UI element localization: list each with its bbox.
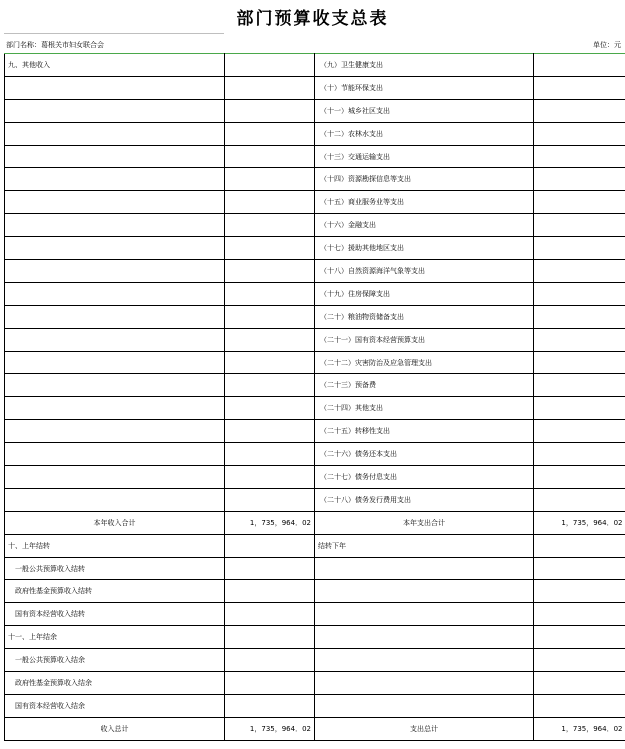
blank-cell xyxy=(534,603,625,626)
income-item-cell xyxy=(5,351,225,374)
expense-item-cell: （二十三）预备费 xyxy=(315,374,534,397)
income-item-cell xyxy=(5,466,225,489)
income-item-cell xyxy=(5,488,225,511)
blank-cell xyxy=(534,672,625,695)
surplus-amount xyxy=(225,626,315,649)
income-item-cell xyxy=(5,237,225,260)
table-row xyxy=(5,214,625,237)
year-total-row xyxy=(5,511,625,534)
blank-cell xyxy=(315,672,534,695)
expense-sum-label: 支出总计 xyxy=(315,717,534,740)
income-item-cell xyxy=(5,122,225,145)
income-amount-cell xyxy=(225,488,315,511)
table-row xyxy=(5,420,625,443)
income-item-cell xyxy=(5,282,225,305)
income-amount-cell xyxy=(225,76,315,99)
income-amount-cell xyxy=(225,99,315,122)
income-item-cell xyxy=(5,76,225,99)
budget-summary-table xyxy=(4,53,625,741)
table-row xyxy=(5,282,625,305)
blank-cell xyxy=(315,626,534,649)
budget-table-container xyxy=(4,53,625,741)
table-row xyxy=(5,260,625,283)
blank-cell xyxy=(315,557,534,580)
blank-cell xyxy=(534,626,625,649)
table-row xyxy=(5,54,625,77)
table-row xyxy=(5,145,625,168)
page-title: 部门预算收支总表 xyxy=(236,9,389,29)
table-row xyxy=(5,397,625,420)
surplus-item-label: 政府性基金预算收入结余 xyxy=(5,672,225,695)
expense-amount-cell xyxy=(534,328,625,351)
unit-label: 单位：元 xyxy=(593,41,621,49)
expense-amount-cell xyxy=(534,374,625,397)
expense-item-cell: （十九）住房保障支出 xyxy=(315,282,534,305)
expense-item-cell: （十六）金融支出 xyxy=(315,214,534,237)
expense-item-cell: （十七）援助其他地区支出 xyxy=(315,237,534,260)
expense-item-cell: （十）节能环保支出 xyxy=(315,76,534,99)
income-item-cell: 九、其他收入 xyxy=(5,54,225,77)
income-amount-cell xyxy=(225,168,315,191)
blank-cell xyxy=(534,694,625,717)
expense-amount-cell xyxy=(534,145,625,168)
carryover-item-amount xyxy=(225,557,315,580)
income-item-cell xyxy=(5,397,225,420)
table-row xyxy=(5,76,625,99)
expense-item-cell: （二十五）转移性支出 xyxy=(315,420,534,443)
carryover-in-label: 十、上年结转 xyxy=(5,534,225,557)
blank-cell xyxy=(315,694,534,717)
table-row xyxy=(5,351,625,374)
income-amount-cell xyxy=(225,145,315,168)
expense-item-cell: （二十一）国有资本经营预算支出 xyxy=(315,328,534,351)
table-row xyxy=(5,99,625,122)
income-amount-cell xyxy=(225,214,315,237)
income-item-cell xyxy=(5,145,225,168)
surplus-item-label: 国有资本经营收入结余 xyxy=(5,694,225,717)
income-amount-cell xyxy=(225,122,315,145)
surplus-item-amount xyxy=(225,694,315,717)
expense-item-cell: （二十四）其他支出 xyxy=(315,397,534,420)
table-row xyxy=(5,374,625,397)
blank-cell xyxy=(315,649,534,672)
expense-item-cell: （二十六）债务还本支出 xyxy=(315,443,534,466)
income-amount-cell xyxy=(225,374,315,397)
expense-amount-cell xyxy=(534,99,625,122)
expense-amount-cell xyxy=(534,214,625,237)
department-line xyxy=(6,40,104,50)
expense-amount-cell xyxy=(534,122,625,145)
carryover-item-label: 政府性基金预算收入结转 xyxy=(5,580,225,603)
expense-amount-cell xyxy=(534,168,625,191)
expense-amount-cell xyxy=(534,420,625,443)
expense-amount-cell xyxy=(534,282,625,305)
expense-amount-cell xyxy=(534,305,625,328)
expense-amount-cell xyxy=(534,466,625,489)
table-row xyxy=(5,237,625,260)
income-item-cell xyxy=(5,374,225,397)
income-item-cell xyxy=(5,260,225,283)
income-amount-cell xyxy=(225,328,315,351)
income-item-cell xyxy=(5,305,225,328)
surplus-item-row xyxy=(5,672,625,695)
surplus-item-amount xyxy=(225,649,315,672)
blank-cell xyxy=(534,557,625,580)
expense-amount-cell xyxy=(534,54,625,77)
carryover-item-row xyxy=(5,580,625,603)
expense-amount-cell xyxy=(534,443,625,466)
expense-item-cell: （二十七）债务付息支出 xyxy=(315,466,534,489)
surplus-item-row xyxy=(5,694,625,717)
expense-amount-cell xyxy=(534,488,625,511)
carryover-header-row xyxy=(5,534,625,557)
table-row xyxy=(5,443,625,466)
table-row xyxy=(5,466,625,489)
table-row xyxy=(5,168,625,191)
year-expense-total-label: 本年支出合计 xyxy=(315,511,534,534)
table-row xyxy=(5,305,625,328)
income-sum-value: 1，735，964．02 xyxy=(225,717,315,740)
department-name: 葛根关市妇女联合会 xyxy=(41,41,104,49)
income-item-cell xyxy=(5,328,225,351)
income-amount-cell xyxy=(225,260,315,283)
expense-amount-cell xyxy=(534,191,625,214)
title-divider xyxy=(4,33,224,34)
year-income-total-value: 1，735，964．02 xyxy=(225,511,315,534)
income-amount-cell xyxy=(225,54,315,77)
carryover-item-amount xyxy=(225,603,315,626)
carryover-item-label: 国有资本经营收入结转 xyxy=(5,603,225,626)
income-amount-cell xyxy=(225,466,315,489)
income-amount-cell xyxy=(225,397,315,420)
expense-item-cell: （二十）粮油物资储备支出 xyxy=(315,305,534,328)
expense-item-cell: （十四）资源勘探信息等支出 xyxy=(315,168,534,191)
carryover-item-label: 一般公共预算收入结转 xyxy=(5,557,225,580)
year-expense-total-value: 1，735，964．02 xyxy=(534,511,625,534)
carryover-in-amount xyxy=(225,534,315,557)
expense-item-cell: （十二）农林水支出 xyxy=(315,122,534,145)
income-item-cell xyxy=(5,99,225,122)
income-amount-cell xyxy=(225,305,315,328)
carryover-out-label: 结转下年 xyxy=(315,534,534,557)
surplus-item-label: 一般公共预算收入结余 xyxy=(5,649,225,672)
expense-amount-cell xyxy=(534,397,625,420)
expense-amount-cell xyxy=(534,237,625,260)
income-item-cell xyxy=(5,191,225,214)
surplus-header-row xyxy=(5,626,625,649)
expense-item-cell: （二十八）债务发行费用支出 xyxy=(315,488,534,511)
expense-amount-cell xyxy=(534,260,625,283)
surplus-item-row xyxy=(5,649,625,672)
income-amount-cell xyxy=(225,351,315,374)
expense-amount-cell xyxy=(534,76,625,99)
income-item-cell xyxy=(5,443,225,466)
blank-cell xyxy=(534,649,625,672)
table-row xyxy=(5,122,625,145)
income-item-cell xyxy=(5,420,225,443)
blank-cell xyxy=(315,603,534,626)
budget-table-body xyxy=(5,54,625,741)
income-amount-cell xyxy=(225,237,315,260)
expense-sum-value: 1，735，964．02 xyxy=(534,717,625,740)
surplus-item-amount xyxy=(225,672,315,695)
grand-total-row xyxy=(5,717,625,740)
expense-item-cell: （二十二）灾害防治及应急管理支出 xyxy=(315,351,534,374)
income-amount-cell xyxy=(225,191,315,214)
table-row xyxy=(5,328,625,351)
expense-item-cell: （十五）商业服务业等支出 xyxy=(315,191,534,214)
income-item-cell xyxy=(5,214,225,237)
expense-item-cell: （十三）交通运输支出 xyxy=(315,145,534,168)
year-income-total-label: 本年收入合计 xyxy=(5,511,225,534)
department-label: 部门名称： xyxy=(6,41,41,49)
blank-cell xyxy=(315,580,534,603)
expense-item-cell: （十一）城乡社区支出 xyxy=(315,99,534,122)
expense-item-cell: （十八）自然资源海洋气象等支出 xyxy=(315,260,534,283)
income-sum-label: 收入总计 xyxy=(5,717,225,740)
income-item-cell xyxy=(5,168,225,191)
income-amount-cell xyxy=(225,443,315,466)
blank-cell xyxy=(534,580,625,603)
carryover-out-amount xyxy=(534,534,625,557)
carryover-item-amount xyxy=(225,580,315,603)
surplus-label: 十一、上年结余 xyxy=(5,626,225,649)
table-row xyxy=(5,191,625,214)
table-row xyxy=(5,488,625,511)
expense-amount-cell xyxy=(534,351,625,374)
carryover-item-row xyxy=(5,557,625,580)
income-amount-cell xyxy=(225,420,315,443)
expense-item-cell: （九）卫生健康支出 xyxy=(315,54,534,77)
carryover-item-row xyxy=(5,603,625,626)
income-amount-cell xyxy=(225,282,315,305)
